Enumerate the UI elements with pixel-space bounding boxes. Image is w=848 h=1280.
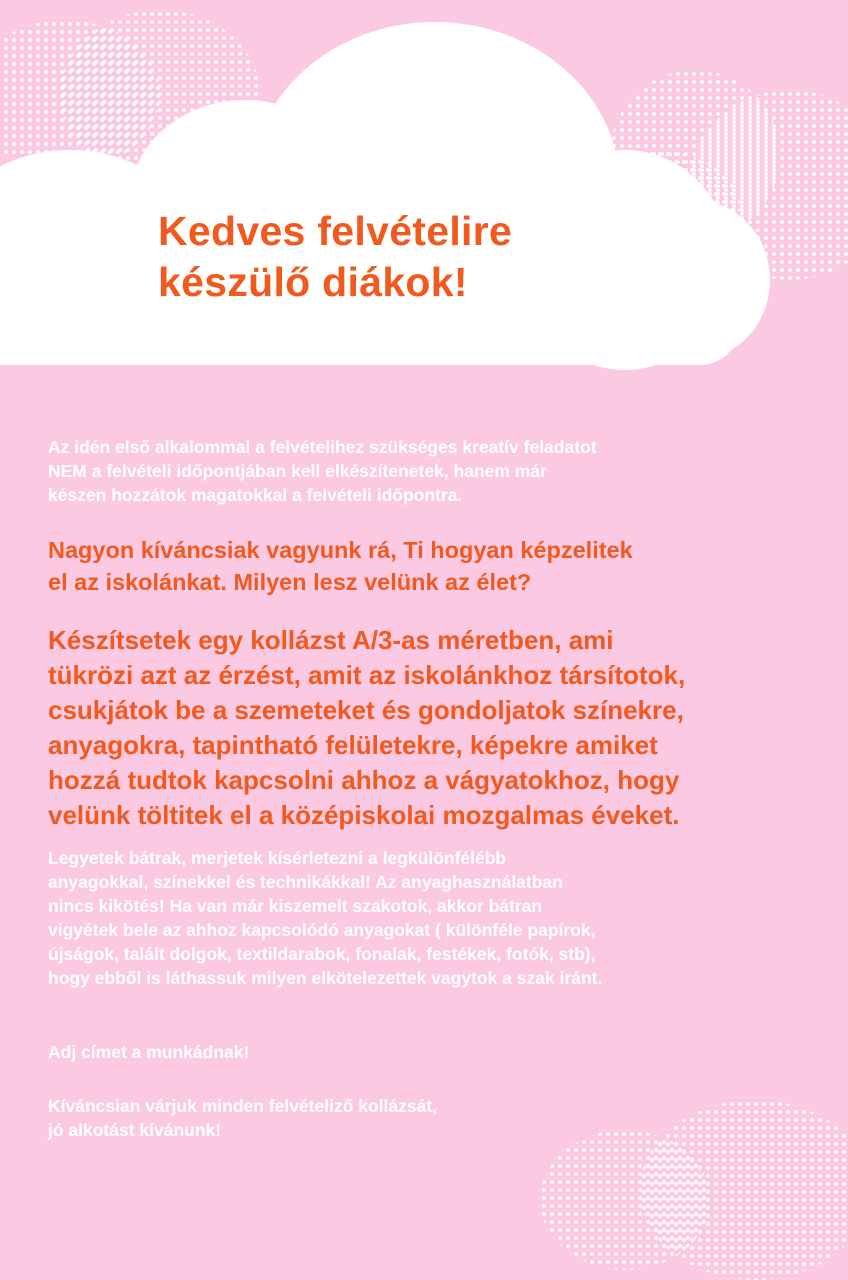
text-line: el az iskolánkat. Milyen lesz velünk az élet? (48, 569, 532, 595)
text-line: Készítsetek egy kollázst A/3-as méretben, ami (48, 625, 614, 655)
text-line: készen hozzátok magatokkal a felvételi időpontra. (48, 485, 463, 505)
text-line: nincs kikötés! Ha van már kiszemelt szakotok, akkor bátran (48, 896, 543, 916)
details-paragraph (48, 846, 602, 990)
question-paragraph (48, 534, 633, 598)
text-line: anyagokkal, színekkel és technikákkal! Az anyaghasználatban (48, 872, 563, 892)
page-title (158, 206, 512, 308)
title-line: Kedves felvételire (158, 208, 513, 254)
text-line: Adj címet a munkádnak! (48, 1042, 250, 1062)
text-line: újságok, talált dolgok, textildarabok, fonalak, festékek, fotók, stb), (48, 944, 596, 964)
title-note (48, 1040, 249, 1064)
text-line: jó alkotást kívánunk! (48, 1120, 222, 1140)
task-paragraph (48, 623, 685, 833)
title-line: készülő diákok! (158, 259, 468, 305)
text-line: hozzá tudtok kapcsolni ahhoz a vágyatokhoz, hogy (48, 765, 680, 795)
text-line: Nagyon kíváncsiak vagyunk rá, Ti hogyan képzelitek (48, 537, 633, 563)
text-line: hogy ebből is láthassuk milyen elkötelezettek vagytok a szak iránt. (48, 968, 603, 988)
text-line: anyagokra, tapintható felületekre, képekre amiket (48, 730, 658, 760)
text-line: NEM a felvételi időpontjában kell elkészítenetek, hanem már (48, 461, 547, 481)
text-line: tükrözi azt az érzést, amit az iskolánkhoz társítotok, (48, 660, 686, 690)
closing-paragraph (48, 1094, 437, 1142)
text-line: vigyétek bele az ahhoz kapcsolódó anyagokat ( különféle papírok, (48, 920, 596, 940)
text-line: Kíváncsian várjuk minden felvételiző kollázsát, (48, 1096, 438, 1116)
text-line: csukjátok be a szemeteket és gondoljatok színekre, (48, 695, 684, 725)
text-line: Az idén első alkalommal a felvételihez szükséges kreatív feladatot (48, 437, 597, 457)
text-line: velünk töltitek el a középiskolai mozgalmas éveket. (48, 800, 680, 830)
text-line: Legyetek bátrak, merjetek kísérletezni a legkülönfélébb (48, 848, 507, 868)
intro-paragraph (48, 435, 597, 507)
